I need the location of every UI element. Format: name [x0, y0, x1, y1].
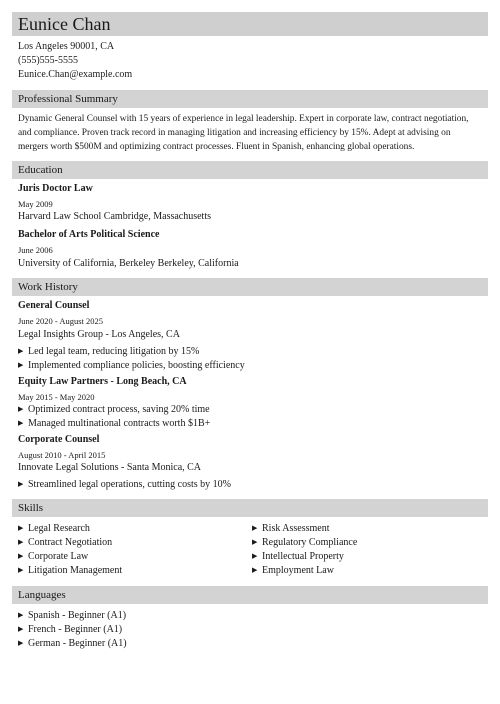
- summary-text: Dynamic General Counsel with 15 years of experience in legal leadership. Expert in corporate law, contract negotiation, and compliance. Proven track record in managing litigation and increasing efficiency by 15%. Adept at advising on mergers worth $500M and optimizing contract processes. Fluent in Spanish, enhancing global operations.: [18, 114, 469, 152]
- education-school: Harvard Law School Cambridge, Massachusetts: [18, 211, 212, 222]
- education-date: June 2006: [18, 245, 53, 255]
- education-degree: Juris Doctor Law: [18, 183, 93, 194]
- skill-item: ▶ Risk Assessment: [252, 523, 330, 534]
- work-section-header: [12, 278, 488, 296]
- section-title: Education: [18, 164, 63, 176]
- education-date: May 2009: [18, 199, 53, 209]
- section-title: Skills: [18, 502, 44, 514]
- skill-item: ▶ Corporate Law: [18, 551, 89, 562]
- section-title: Languages: [18, 589, 66, 601]
- skill-item: ▶ Intellectual Property: [252, 551, 344, 562]
- education-degree: Bachelor of Arts Political Science: [18, 229, 160, 240]
- skills-section-header: [12, 499, 488, 517]
- summary-section-header: [12, 90, 488, 108]
- skill-item: ▶ Employment Law: [252, 565, 334, 576]
- job-title: Equity Law Partners - Long Beach, CA: [18, 376, 187, 387]
- job-title: General Counsel: [18, 300, 90, 311]
- contact-phone: (555)555-5555: [18, 55, 78, 66]
- job-bullet: ▶ Led legal team, reducing litigation by 15%: [18, 346, 200, 357]
- skill-item: ▶ Regulatory Compliance: [252, 537, 358, 548]
- name-header: [12, 12, 488, 36]
- skill-item: ▶ Litigation Management: [18, 565, 123, 576]
- job-dates: May 2015 - May 2020: [18, 392, 95, 402]
- skill-item: ▶ Contract Negotiation: [18, 537, 113, 548]
- job-bullet: ▶ Optimized contract process, saving 20% time: [18, 404, 210, 415]
- section-title: Professional Summary: [18, 93, 118, 105]
- job-dates: August 2010 - April 2015: [18, 450, 106, 460]
- language-item: ▶ German - Beginner (A1): [18, 638, 127, 649]
- education-school: University of California, Berkeley Berkeley, California: [18, 258, 239, 269]
- job-bullet: ▶ Managed multinational contracts worth $1B+: [18, 418, 211, 429]
- skill-item: ▶ Legal Research: [18, 523, 90, 534]
- languages-section-header: [12, 586, 488, 604]
- job-company: Innovate Legal Solutions - Santa Monica, CA: [18, 462, 202, 473]
- section-title: Work History: [18, 281, 78, 293]
- job-title: Corporate Counsel: [18, 434, 100, 445]
- job-bullet: ▶ Implemented compliance policies, boosting efficiency: [18, 360, 245, 371]
- job-company: Legal Insights Group - Los Angeles, CA: [18, 329, 180, 340]
- contact-address: Los Angeles 90001, CA: [18, 41, 115, 52]
- job-bullet: ▶ Streamlined legal operations, cutting costs by 10%: [18, 479, 232, 490]
- language-item: ▶ French - Beginner (A1): [18, 624, 123, 635]
- education-section-header: [12, 161, 488, 179]
- job-dates: June 2020 - August 2025: [18, 316, 103, 326]
- contact-email: Eunice.Chan@example.com: [18, 69, 133, 80]
- candidate-name: Eunice Chan: [18, 14, 111, 34]
- language-item: ▶ Spanish - Beginner (A1): [18, 610, 127, 621]
